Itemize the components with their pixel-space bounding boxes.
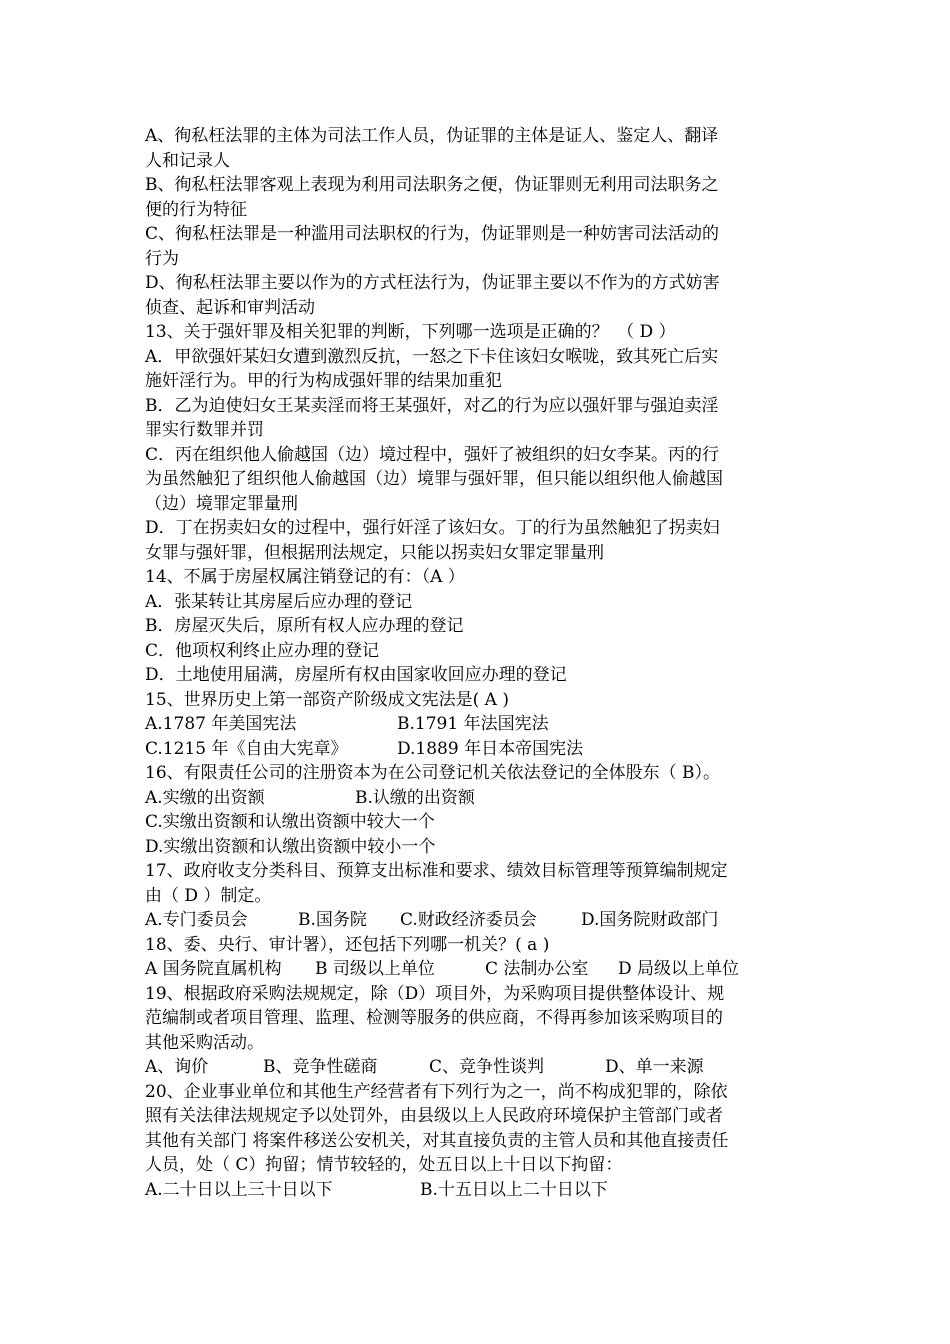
q19-option-d: D、单一来源 [605, 1057, 704, 1077]
q13-option-b-line2: 罪实行数罪并罚 [145, 420, 264, 440]
q19-option-b: B、竞争性磋商 [263, 1057, 378, 1077]
q13-option-d-line2: 女罪与强奸罪，但根据刑法规定，只能以拐卖妇女罪定罪量刑 [145, 542, 604, 563]
q20-options-row [145, 1178, 810, 1203]
q20-stem-line1: 20、企业事业单位和其他生产经营者有下列行为之一，尚不构成犯罪的，除依 [145, 1081, 728, 1102]
q13-stem: 13、关于强奸罪及相关犯罪的判断，下列哪一选项是正确的？ （ D ） [145, 322, 676, 342]
q13-option-c-line2: 为虽然触犯了组织他人偷越国（边）境罪与强奸罪，但只能以组织他人偷越国 [145, 469, 723, 489]
q14-stem: 14、不属于房屋权属注销登记的有：（A ） [145, 567, 465, 587]
q17-options-row [145, 908, 810, 933]
q17-option-a: A.专门委员会 [145, 910, 248, 930]
q18-option-d: D 局级以上单位 [618, 959, 740, 979]
q18-stem: 18、委、央行、审计署），还包括下列哪一机关？( a ) [145, 934, 550, 955]
q16-option-d: D.实缴出资额和认缴出资额中较小一个 [145, 836, 436, 857]
q18-option-b: B 司级以上单位 [315, 959, 435, 979]
q12-option-c-line1: C、徇私枉法罪是一种滥用司法职权的行为，伪证罪则是一种妨害司法活动的 [145, 224, 720, 244]
q17-option-d: D.国务院财政部门 [581, 910, 719, 930]
q16-option-b: B.认缴的出资额 [355, 787, 475, 808]
q14-option-d: D．土地使用届满，房屋所有权由国家收回应办理的登记 [145, 665, 567, 685]
q20-stem-line3: 其他有关部门 将案件移送公安机关，对其直接负责的主管人员和其他直接责任 [145, 1130, 729, 1151]
q19-stem-line2: 范编制或者项目管理、监理、检测等服务的供应商，不得再参加该采购项目的 [145, 1008, 723, 1028]
q19-option-a: A、询价 [145, 1057, 209, 1077]
q17-option-b: B.国务院 [298, 910, 367, 930]
q12-option-a-line1: A、徇私枉法罪的主体为司法工作人员，伪证罪的主体是证人、鉴定人、翻译 [145, 126, 719, 146]
q19-stem-line3: 其他采购活动。 [145, 1032, 264, 1053]
q15-option-c: C.1215 年《自由大宪章》 [145, 738, 348, 759]
q12-option-b-line1: B、徇私枉法罪客观上表现为利用司法职务之便，伪证罪则无利用司法职务之 [145, 175, 719, 195]
q16-option-c: C.实缴出资额和认缴出资额中较大一个 [145, 812, 435, 832]
q19-option-c: C、竞争性谈判 [429, 1057, 545, 1077]
q16-stem: 16、有限责任公司的注册资本为在公司登记机关依法登记的全体股东（ B）。 [145, 763, 721, 783]
q16-option-a: A.实缴的出资额 [145, 787, 265, 808]
q15-option-d: D.1889 年日本帝国宪法 [397, 738, 584, 759]
q15-options-row1 [145, 712, 810, 737]
q17-stem-line2: 由（ D ）制定。 [145, 885, 272, 906]
q16-options-row1 [145, 786, 810, 811]
q12-option-a-line2: 人和记录人 [145, 150, 230, 171]
q12-option-b-line2: 便的行为特征 [145, 199, 247, 220]
q12-option-c-line2: 行为 [145, 248, 179, 269]
q20-stem-line2: 照有关法律法规规定予以处罚外，由县级以上人民政府环境保护主管部门或者 [145, 1106, 723, 1126]
q20-stem-line4: 人员，处（ C）拘留；情节较轻的，处五日以上十日以下拘留： [145, 1155, 623, 1175]
q12-option-d-line2: 侦查、起诉和审判活动 [145, 297, 315, 318]
q14-option-b: B．房屋灭失后，原所有权人应办理的登记 [145, 616, 464, 636]
q19-options-row [145, 1055, 810, 1080]
q13-option-c-line1: C．丙在组织他人偷越国（边）境过程中，强奸了被组织的妇女李某。丙的行 [145, 444, 720, 465]
document-page [145, 124, 810, 1202]
q14-option-c: C．他项权利终止应办理的登记 [145, 640, 380, 661]
q13-option-a-line1: A．甲欲强奸某妇女遭到激烈反抗，一怒之下卡住该妇女喉咙，致其死亡后实 [145, 346, 719, 367]
q18-options-row [145, 957, 810, 982]
q14-option-a: A．张某转让其房屋后应办理的登记 [145, 591, 413, 612]
q13-option-d-line1: D．丁在拐卖妇女的过程中，强行奸淫了该妇女。丁的行为虽然触犯了拐卖妇 [145, 518, 720, 538]
q18-option-a: A 国务院直属机构 [145, 959, 282, 979]
q17-option-c: C.财政经济委员会 [400, 910, 537, 930]
q20-option-a: A.二十日以上三十日以下 [145, 1179, 333, 1200]
q13-option-b-line1: B．乙为迫使妇女王某卖淫而将王某强奸，对乙的行为应以强奸罪与强迫卖淫 [145, 395, 719, 416]
q19-stem-line1: 19、根据政府采购法规规定，除（D）项目外，为采购项目提供整体设计、规 [145, 983, 725, 1004]
q13-option-c-line3: （边）境罪定罪量刑 [145, 493, 298, 514]
q18-option-c: C 法制办公室 [485, 959, 589, 979]
q13-option-a-line2: 施奸淫行为。甲的行为构成强奸罪的结果加重犯 [145, 371, 502, 391]
q15-options-row2 [145, 737, 810, 762]
q17-stem-line1: 17、政府收支分类科目、预算支出标准和要求、绩效目标管理等预算编制规定 [145, 861, 728, 881]
q15-option-a: A.1787 年美国宪法 [145, 714, 297, 734]
q15-option-b: B.1791 年法国宪法 [397, 714, 549, 734]
q15-stem: 15、世界历史上第一部资产阶级成文宪法是( A ) [145, 689, 509, 710]
q12-option-d-line1: D、徇私枉法罪主要以作为的方式枉法行为，伪证罪主要以不作为的方式妨害 [145, 273, 720, 293]
q20-option-b: B.十五日以上二十日以下 [420, 1179, 608, 1200]
